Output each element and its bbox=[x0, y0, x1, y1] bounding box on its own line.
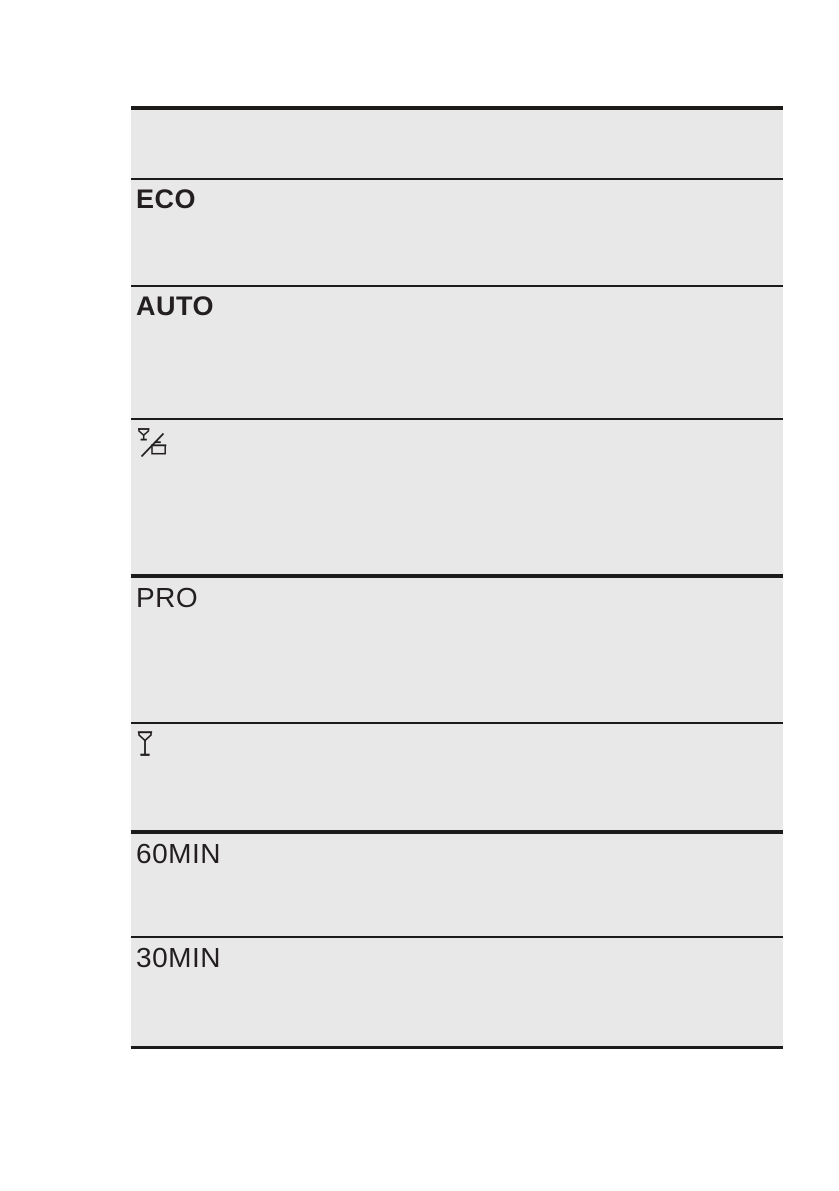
programme-label-auto: AUTO bbox=[136, 291, 215, 321]
wine-glass-icon bbox=[137, 731, 153, 758]
table-row-30min bbox=[131, 936, 783, 1046]
table-row-header bbox=[131, 106, 783, 178]
table-row-glass-pot bbox=[131, 418, 783, 574]
table-row-pro bbox=[131, 574, 783, 722]
programme-table bbox=[131, 106, 783, 1049]
programme-label-30min: 30MIN bbox=[136, 942, 221, 973]
table-row-glass bbox=[131, 722, 783, 830]
wine-glass-and-pot-icon bbox=[137, 427, 168, 459]
programme-label-pro: PRO bbox=[136, 582, 199, 613]
table-row-auto bbox=[131, 285, 783, 418]
programme-label-eco: ECO bbox=[136, 184, 197, 214]
table-row-60min bbox=[131, 830, 783, 936]
programme-label-60min: 60MIN bbox=[136, 838, 221, 869]
table-row-eco bbox=[131, 178, 783, 285]
